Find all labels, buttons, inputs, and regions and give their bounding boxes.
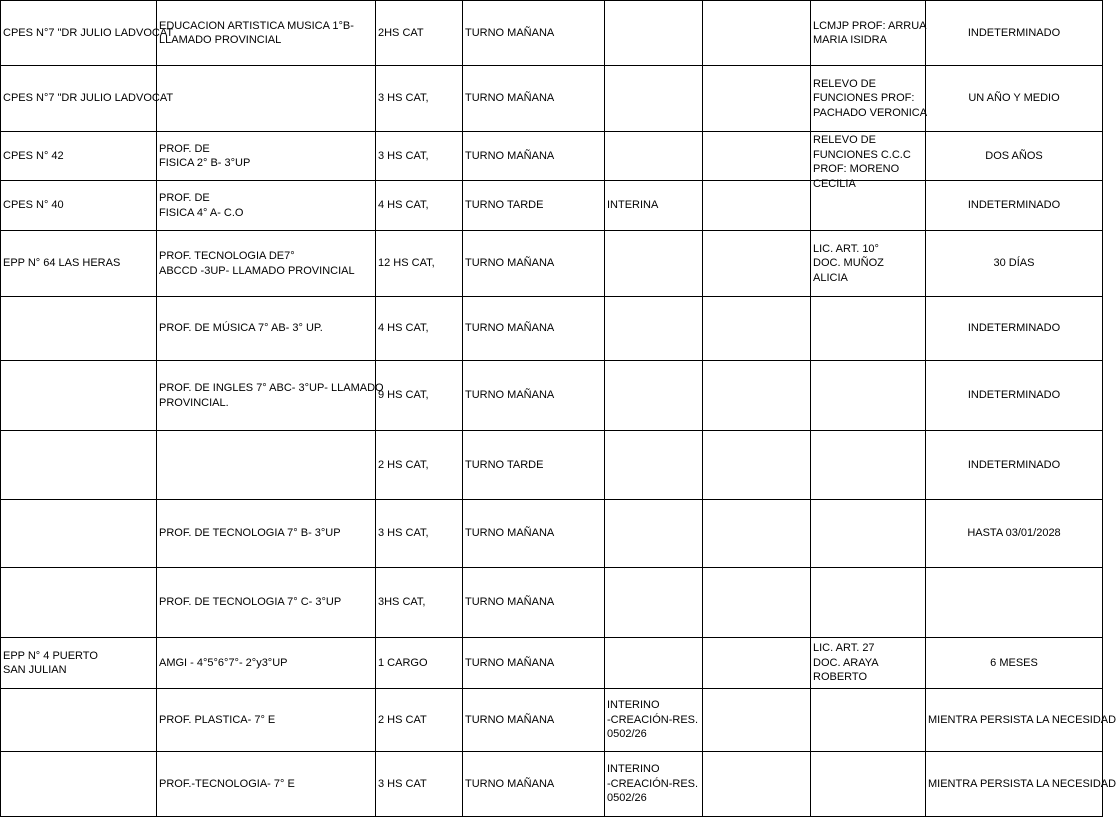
- table-row: [1, 361, 1103, 431]
- shift-cell-text: TURNO TARDE: [465, 458, 544, 471]
- reason-cell-line: ALICIA: [813, 271, 848, 284]
- table-row: [1, 231, 1103, 297]
- school-cell-text: CPES N° 42: [3, 149, 64, 162]
- reason-cell-line: PACHADO VERONICA: [813, 106, 928, 119]
- hours-cell: [376, 752, 463, 817]
- hours-cell-text: 12 HS CAT,: [378, 257, 435, 270]
- position-cell: [157, 361, 384, 431]
- empty-cell: [703, 1, 811, 66]
- shift-cell: [463, 752, 605, 817]
- reason-cell: [811, 638, 926, 689]
- position-cell: [157, 638, 376, 689]
- hours-cell: [376, 500, 463, 568]
- school-cell: [1, 752, 157, 817]
- position-cell: [157, 231, 376, 297]
- shift-cell: [463, 500, 605, 568]
- table-row: [1, 431, 1103, 500]
- hours-cell-text: 3 HS CAT,: [378, 527, 429, 540]
- reason-cell-line: PROF: MORENO: [813, 163, 900, 175]
- position-cell-line: PROF. DE: [159, 142, 210, 155]
- reason-cell: [811, 689, 926, 752]
- hours-cell-text: 4 HS CAT,: [378, 322, 429, 335]
- status-cell: [605, 568, 703, 638]
- school-cell: [1, 638, 157, 689]
- hours-cell: [376, 568, 463, 638]
- hours-cell: [376, 181, 463, 231]
- status-cell: [605, 500, 703, 568]
- shift-cell-text: TURNO MAÑANA: [465, 26, 555, 39]
- empty-cell: [703, 568, 811, 638]
- hours-cell: [376, 431, 463, 500]
- position-cell-line: LLAMADO PROVINCIAL: [159, 34, 282, 46]
- table-row: [1, 1, 1103, 66]
- position-cell-line: PROF. DE MÚSICA 7° AB- 3° UP.: [159, 322, 323, 335]
- hours-cell-text: 9 HS CAT,: [378, 389, 429, 402]
- shift-cell-text: TURNO MAÑANA: [465, 389, 555, 402]
- reason-cell: [811, 1, 926, 66]
- reason-cell-line: RELEVO DE: [813, 77, 876, 90]
- reason-cell: [811, 132, 926, 190]
- position-cell: [157, 500, 376, 568]
- school-cell-line: SAN JULIAN: [3, 664, 67, 676]
- empty-cell: [703, 231, 811, 297]
- position-cell: [157, 297, 376, 361]
- hours-cell-text: 3 HS CAT: [378, 777, 427, 790]
- duration-cell-text: DOS AÑOS: [985, 149, 1043, 162]
- reason-cell-line: ROBERTO: [813, 671, 867, 684]
- duration-cell-text: INDETERMINADO: [967, 458, 1061, 471]
- duration-cell: [926, 638, 1103, 689]
- duration-cell: [926, 752, 1116, 817]
- school-cell: [1, 431, 157, 500]
- status-cell: [605, 431, 703, 500]
- status-cell: [605, 132, 703, 181]
- hours-cell-text: 2 HS CAT,: [378, 458, 429, 471]
- status-cell-line: -CREACIÓN-RES.: [607, 777, 699, 790]
- school-cell: [1, 568, 157, 638]
- status-cell-line: -CREACIÓN-RES.: [607, 713, 699, 726]
- hours-cell: [376, 231, 463, 297]
- school-cell: [1, 132, 157, 181]
- duration-cell: [926, 568, 1103, 638]
- duration-cell-text: UN AÑO Y MEDIO: [968, 92, 1060, 105]
- reason-cell-line: DOC. MUÑOZ: [813, 257, 884, 270]
- status-cell: [605, 231, 703, 297]
- duration-cell: [926, 689, 1116, 752]
- empty-cell: [703, 638, 811, 689]
- school-cell: [1, 1, 174, 66]
- empty-cell: [703, 752, 811, 817]
- reason-cell: [811, 231, 926, 297]
- reason-cell-line: DOC. ARAYA: [813, 656, 879, 669]
- empty-cell: [703, 132, 811, 181]
- position-cell-line: PROF. DE INGLES 7° ABC- 3°UP- LLAMADO: [159, 382, 384, 394]
- reason-cell: [811, 431, 926, 500]
- position-cell-line: PROF. DE TECNOLOGIA 7° C- 3°UP: [159, 596, 342, 609]
- position-cell-line: FISICA 2° B- 3°UP: [159, 157, 251, 169]
- table-row: [1, 181, 1103, 231]
- status-cell: [605, 361, 703, 431]
- duration-cell-text: MIENTRA PERSISTA LA NECESIDAD: [928, 777, 1116, 790]
- reason-cell-line: MARIA ISIDRA: [813, 34, 887, 46]
- empty-cell: [703, 297, 811, 361]
- table-row: [1, 752, 1103, 817]
- hours-cell: [376, 361, 463, 431]
- status-cell-line: 0502/26: [607, 728, 647, 741]
- shift-cell: [463, 361, 605, 431]
- hours-cell: [376, 1, 463, 66]
- duration-cell-text: 6 MESES: [990, 656, 1038, 669]
- school-cell-text: CPES N°7 "DR JULIO LADVOCAT: [3, 92, 174, 105]
- duration-cell-text: 30 DÍAS: [993, 257, 1035, 270]
- shift-cell: [463, 568, 605, 638]
- hours-cell-text: 2 HS CAT: [378, 713, 427, 726]
- position-cell-line: EDUCACION ARTISTICA MUSICA 1°B-: [159, 19, 354, 32]
- table-row: [1, 568, 1103, 638]
- hours-cell-text: 3 HS CAT,: [378, 149, 429, 162]
- shift-cell-text: TURNO MAÑANA: [465, 149, 555, 162]
- position-cell-line: PROVINCIAL.: [159, 396, 229, 409]
- shift-cell-text: TURNO MAÑANA: [465, 777, 555, 790]
- school-cell: [1, 231, 157, 297]
- hours-cell: [376, 638, 463, 689]
- duration-cell-text: INDETERMINADO: [967, 199, 1061, 212]
- table-row: [1, 297, 1103, 361]
- shift-cell-text: TURNO MAÑANA: [465, 656, 555, 669]
- school-cell-text: CPES N° 40: [3, 199, 64, 212]
- table-row: [1, 66, 1103, 132]
- shift-cell: [463, 638, 605, 689]
- position-cell: [157, 752, 376, 817]
- position-cell: [157, 431, 376, 500]
- position-cell-line: AMGI - 4°5°6°7°- 2°y3°UP: [159, 656, 288, 669]
- duration-cell: [926, 500, 1103, 568]
- duration-cell-text: MIENTRA PERSISTA LA NECESIDAD: [928, 713, 1116, 726]
- reason-cell-line: LIC. ART. 10°: [813, 242, 879, 255]
- hours-cell: [376, 66, 463, 132]
- position-cell-line: FISICA 4° A- C.O: [159, 206, 244, 219]
- position-cell-line: PROF. PLASTICA- 7° E: [159, 713, 276, 726]
- shift-cell: [463, 1, 605, 66]
- reason-cell-line: LIC. ART. 27: [813, 642, 875, 655]
- shift-cell: [463, 132, 605, 181]
- reason-cell-line: LCMJP PROF: ARRUA: [813, 19, 927, 32]
- reason-cell: [811, 752, 926, 817]
- duration-cell: [926, 431, 1103, 500]
- position-cell: [157, 568, 376, 638]
- empty-cell: [703, 66, 811, 132]
- duration-cell-text: INDETERMINADO: [967, 322, 1061, 335]
- status-cell: [605, 66, 703, 132]
- duration-cell: [926, 1, 1103, 66]
- duration-cell-text: HASTA 03/01/2028: [967, 527, 1061, 540]
- position-cell: [157, 66, 376, 132]
- hours-cell-text: 4 HS CAT,: [378, 199, 429, 212]
- position-cell: [157, 181, 376, 231]
- hours-cell-text: 3HS CAT,: [378, 596, 426, 609]
- position-cell-line: PROF. TECNOLOGIA DE7°: [159, 250, 295, 262]
- status-cell: [605, 689, 703, 752]
- position-cell: [157, 1, 376, 66]
- shift-cell-text: TURNO MAÑANA: [465, 322, 555, 335]
- shift-cell: [463, 431, 605, 500]
- hours-cell: [376, 132, 463, 181]
- reason-cell: [811, 500, 926, 568]
- duration-cell-text: INDETERMINADO: [967, 26, 1061, 39]
- school-cell: [1, 181, 157, 231]
- shift-cell-text: TURNO MAÑANA: [465, 92, 555, 105]
- empty-cell: [703, 500, 811, 568]
- duration-cell-text: INDETERMINADO: [967, 389, 1061, 402]
- reason-cell: [811, 568, 926, 638]
- shift-cell-text: TURNO TARDE: [465, 199, 544, 212]
- school-cell: [1, 689, 157, 752]
- status-cell-line: 0502/26: [607, 792, 647, 805]
- status-cell-line: INTERINA: [607, 199, 659, 212]
- reason-cell: [811, 361, 926, 431]
- reason-cell-line: CECILIA: [813, 177, 856, 190]
- status-cell-line: INTERINO: [607, 763, 660, 776]
- shift-cell: [463, 66, 605, 132]
- position-cell: [157, 132, 376, 181]
- table-row: [1, 500, 1103, 568]
- shift-cell: [463, 181, 605, 231]
- table-row: [1, 132, 1103, 181]
- duration-cell: [926, 361, 1103, 431]
- hours-cell-text: 2HS CAT: [378, 26, 424, 39]
- status-cell-line: INTERINO: [607, 699, 660, 712]
- reason-cell-line: FUNCIONES PROF:: [813, 92, 915, 105]
- shift-cell: [463, 297, 605, 361]
- status-cell: [605, 638, 703, 689]
- hours-cell-text: 3 HS CAT,: [378, 92, 429, 105]
- shift-cell-text: TURNO MAÑANA: [465, 527, 555, 540]
- table-row: [1, 689, 1103, 752]
- duration-cell: [926, 132, 1103, 181]
- duration-cell: [926, 66, 1103, 132]
- position-cell-line: PROF. DE: [159, 192, 210, 204]
- position-cell: [157, 689, 376, 752]
- school-cell-line: EPP N° 4 PUERTO: [3, 649, 98, 662]
- school-cell: [1, 66, 174, 132]
- shift-cell: [463, 689, 605, 752]
- status-cell: [605, 1, 703, 66]
- reason-cell-line: FUNCIONES C.C.C: [813, 148, 911, 161]
- table-body: [1, 1, 1116, 817]
- empty-cell: [703, 689, 811, 752]
- school-cell-text: CPES N°7 "DR JULIO LADVOCAT: [3, 26, 174, 39]
- status-cell: [605, 752, 703, 817]
- position-cell-line: ABCCD -3UP- LLAMADO PROVINCIAL: [159, 264, 355, 277]
- status-cell: [605, 297, 703, 361]
- empty-cell: [703, 431, 811, 500]
- hours-cell: [376, 689, 463, 752]
- school-cell-text: EPP N° 64 LAS HERAS: [3, 257, 121, 270]
- reason-cell: [811, 297, 926, 361]
- position-cell-line: PROF.-TECNOLOGIA- 7° E: [159, 777, 295, 790]
- reason-cell: [811, 66, 926, 132]
- hours-cell-text: 1 CARGO: [378, 656, 428, 669]
- hours-cell: [376, 297, 463, 361]
- shift-cell-text: TURNO MAÑANA: [465, 596, 555, 609]
- status-cell: [605, 181, 703, 231]
- position-cell-line: PROF. DE TECNOLOGIA 7° B- 3°UP: [159, 527, 341, 540]
- table-row: [1, 638, 1103, 689]
- school-cell: [1, 297, 157, 361]
- school-cell: [1, 500, 157, 568]
- empty-cell: [703, 181, 811, 231]
- duration-cell: [926, 297, 1103, 361]
- reason-cell-line: RELEVO DE: [813, 134, 876, 146]
- duration-cell: [926, 181, 1103, 231]
- shift-cell-text: TURNO MAÑANA: [465, 257, 555, 270]
- duration-cell: [926, 231, 1103, 297]
- shift-cell: [463, 231, 605, 297]
- school-cell: [1, 361, 157, 431]
- empty-cell: [703, 361, 811, 431]
- shift-cell-text: TURNO MAÑANA: [465, 713, 555, 726]
